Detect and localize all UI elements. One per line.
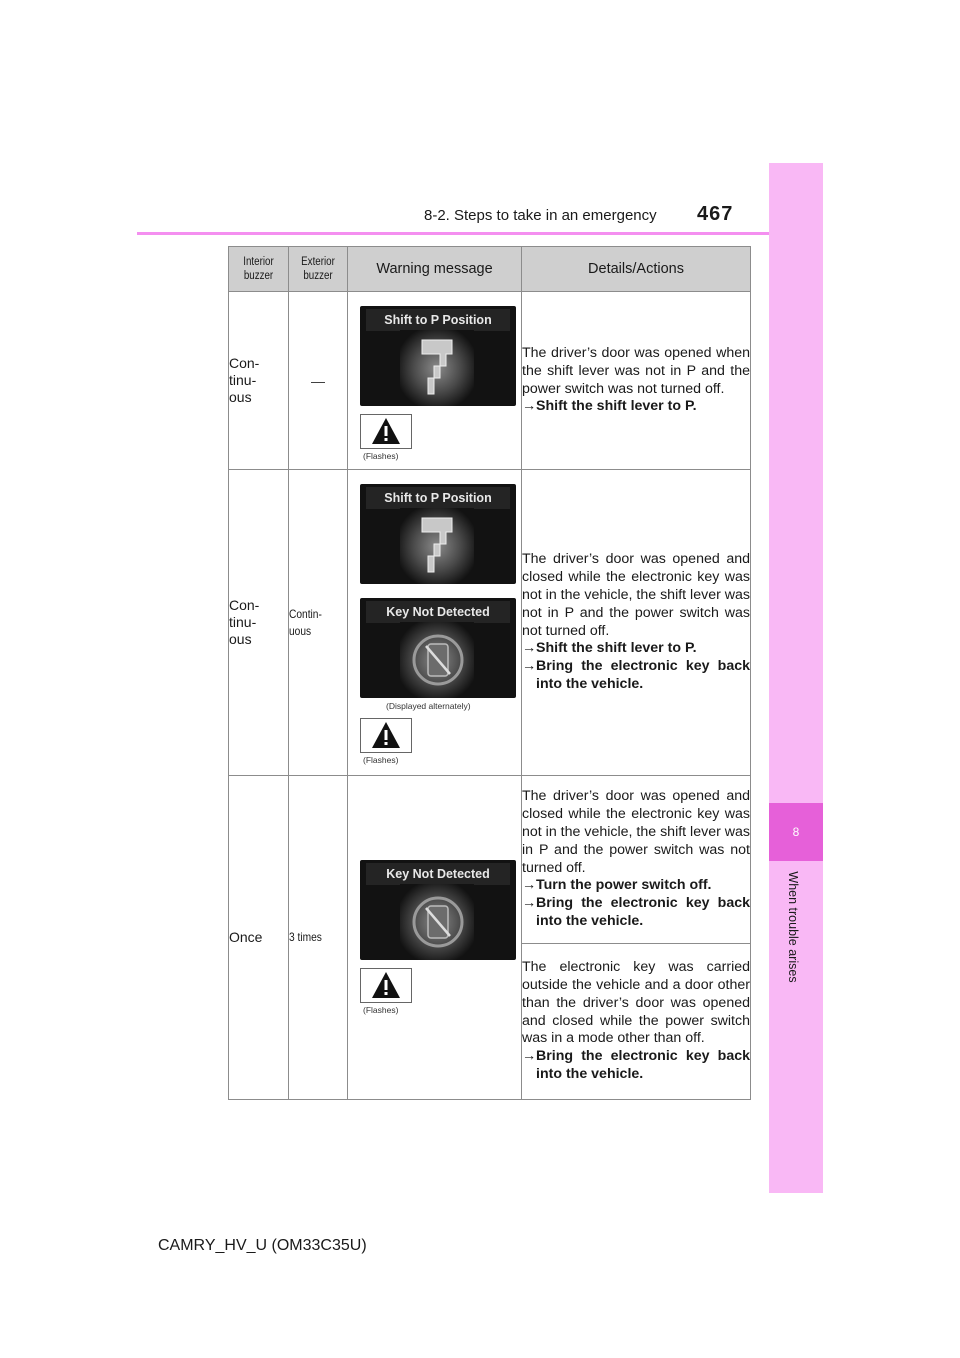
exterior-buzzer-cell: Contin- uous xyxy=(289,470,348,776)
action-item: → Shift the shift lever to P. xyxy=(522,398,697,415)
shift-pattern-icon xyxy=(360,484,516,584)
exterior-buzzer-cell: 3 times xyxy=(289,776,348,1100)
table-header-row xyxy=(229,247,751,292)
model-code: CAMRY_HV_U (OM33C35U) xyxy=(158,1237,367,1254)
header-interior-buzzer: Interior buzzer xyxy=(229,247,289,292)
warning-light-icon xyxy=(360,968,412,1003)
key-not-detected-screen: Key Not Detected xyxy=(360,598,516,698)
header-rule xyxy=(137,232,823,235)
flashes-caption: (Flashes) xyxy=(363,451,399,461)
section-title: 8-2. Steps to take in an emergency xyxy=(424,207,657,224)
exterior-buzzer-cell: — xyxy=(289,292,348,470)
interior-buzzer-cell: Con- tinu- ous xyxy=(229,292,289,470)
shift-to-p-screen: Shift to P Position xyxy=(360,306,516,406)
warning-table xyxy=(228,246,751,1100)
warning-message-cell xyxy=(348,470,522,776)
chapter-number: 8 xyxy=(792,825,800,839)
key-fob-icon xyxy=(360,860,516,960)
key-fob-icon xyxy=(360,598,516,698)
warning-message-cell xyxy=(348,776,522,1100)
details-text: The driver’s door was opened and closed while the electronic key was not in the vehicle, the shift lever was not in P and the power switch was not turned off. xyxy=(522,551,750,639)
interior-buzzer-cell: Once xyxy=(229,776,289,1100)
action-item: → Bring the electronic key back into the vehicle. xyxy=(522,895,750,929)
alternate-caption: (Displayed alternately) xyxy=(386,701,471,711)
header-warning-message: Warning message xyxy=(348,247,522,292)
chapter-label: When trouble arises xyxy=(786,871,800,983)
table-row xyxy=(229,776,751,944)
action-item: → Shift the shift lever to P. xyxy=(522,640,697,657)
warning-light-icon xyxy=(360,414,412,449)
shift-to-p-screen: Shift to P Position xyxy=(360,484,516,584)
details-cell xyxy=(522,470,751,776)
key-not-detected-screen: Key Not Detected xyxy=(360,860,516,960)
warning-light-icon xyxy=(360,718,412,753)
header-details-actions: Details/Actions xyxy=(522,247,751,292)
details-text: The electronic key was carried outside the vehicle and a door other than the driver’s door was opened and closed while the power switch was in a mode other than off. xyxy=(522,959,750,1047)
details-text: The driver’s door was opened when the shift lever was not in P and the power switch was not turned off. xyxy=(522,344,750,397)
details-cell xyxy=(522,776,751,944)
warning-message-cell xyxy=(348,292,522,470)
page-number: 467 xyxy=(697,203,734,225)
action-item: → Bring the electronic key back into the vehicle. xyxy=(522,658,750,692)
flashes-caption: (Flashes) xyxy=(363,755,399,765)
flashes-caption: (Flashes) xyxy=(363,1005,399,1015)
table-row xyxy=(229,470,751,776)
side-tab-strip xyxy=(769,163,823,1193)
shift-pattern-icon xyxy=(360,306,516,406)
interior-buzzer-cell: Con- tinu- ous xyxy=(229,470,289,776)
details-cell xyxy=(522,944,751,1100)
details-cell xyxy=(522,292,751,470)
header-exterior-buzzer: Exterior buzzer xyxy=(289,247,348,292)
details-text: The driver’s door was opened and closed while the electronic key was not in the vehicle, the shift lever was in P and the power switch was not turned off. xyxy=(522,788,750,876)
action-item: → Bring the electronic key back into the vehicle. xyxy=(522,1048,750,1082)
action-item: → Turn the power switch off. xyxy=(522,877,712,894)
table-row xyxy=(229,292,751,470)
